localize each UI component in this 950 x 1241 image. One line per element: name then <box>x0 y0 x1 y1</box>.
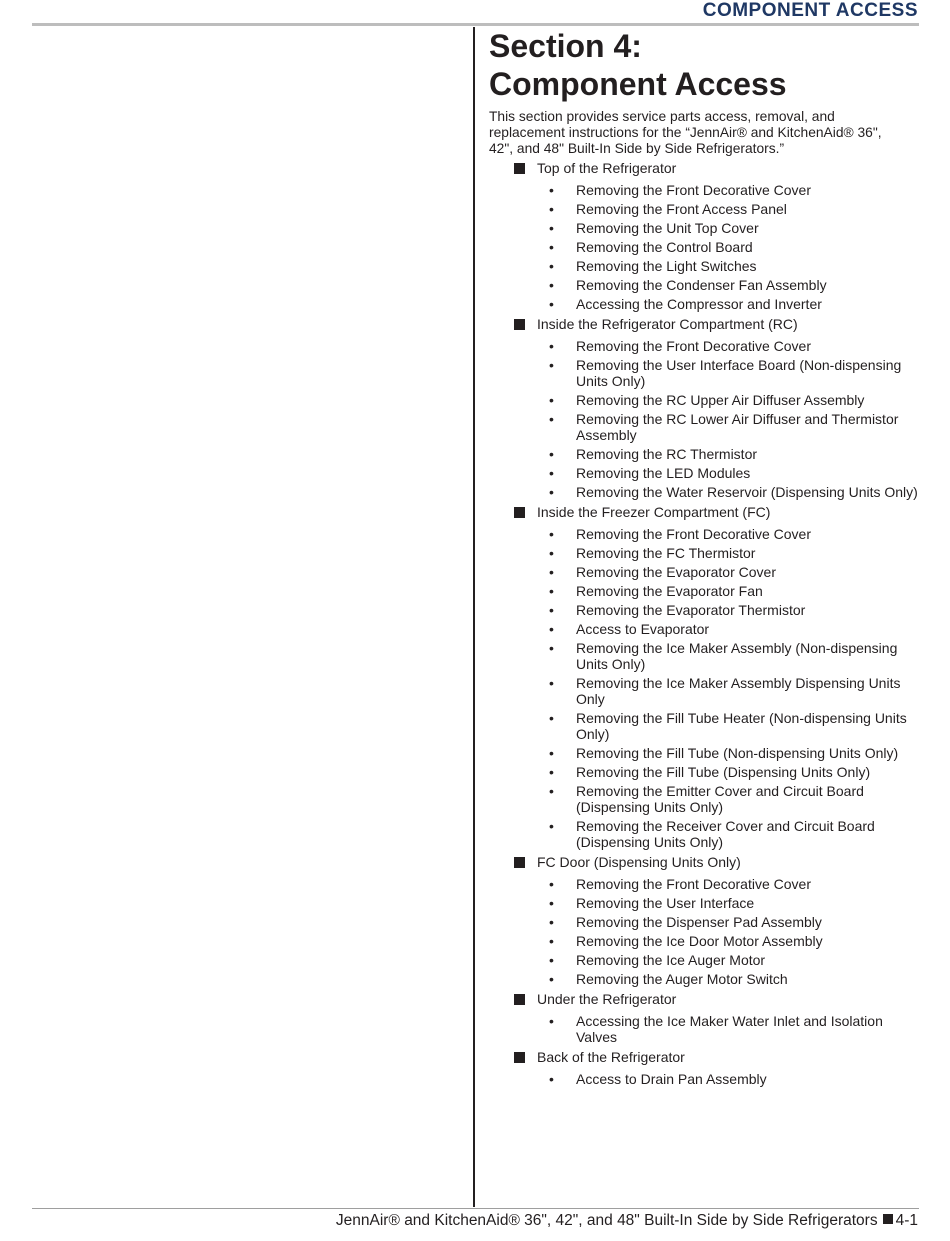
list-item <box>537 545 921 561</box>
bullet-icon: • <box>549 526 554 542</box>
bullet-icon: • <box>549 914 554 930</box>
list-item <box>537 764 921 780</box>
topic-group-label: Inside the Refrigerator Compartment (RC) <box>537 316 798 332</box>
footer <box>336 1211 918 1231</box>
bullet-icon: • <box>549 392 554 408</box>
topic-group <box>489 159 921 312</box>
footer-title: JennAir® and KitchenAid® 36", 42", and 48" Built-In Side by Side Refrigerators <box>335 1212 878 1229</box>
list-item <box>537 446 921 462</box>
square-bullet-icon <box>514 857 525 868</box>
bullet-icon: • <box>549 876 554 892</box>
section-title-line2: Component Access <box>489 66 787 102</box>
bullet-icon: • <box>549 357 554 373</box>
bullet-icon: • <box>549 783 554 799</box>
list-item <box>537 411 921 443</box>
list-item-text: Removing the Dispenser Pad Assembly <box>576 914 822 930</box>
list-item-text: Removing the Fill Tube (Non-dispensing Units Only) <box>576 745 899 761</box>
list-item-text: Accessing the Compressor and Inverter <box>576 296 822 312</box>
topic-group-label: Under the Refrigerator <box>537 991 677 1007</box>
bullet-icon: • <box>549 583 554 599</box>
list-item-text: Removing the Evaporator Fan <box>576 583 763 599</box>
column-divider <box>473 27 475 1207</box>
list-item-text: Removing the Ice Maker Assembly (Non-dispensing Units Only) <box>576 640 898 672</box>
list-item-text: Removing the Water Reservoir (Dispensing Units Only) <box>576 484 918 500</box>
list-item-text: Removing the Auger Motor Switch <box>576 971 788 987</box>
list-item <box>537 564 921 580</box>
list-item-text: Removing the Receiver Cover and Circuit Board (Dispensing Units Only) <box>576 818 875 850</box>
main-content <box>489 27 921 1090</box>
list-item-text: Accessing the Ice Maker Water Inlet and Isolation Valves <box>576 1013 883 1045</box>
list-item <box>537 220 921 236</box>
list-item-text: Removing the Light Switches <box>576 258 757 274</box>
list-item <box>537 971 921 987</box>
list-item <box>537 182 921 198</box>
list-item <box>537 818 921 850</box>
bullet-icon: • <box>549 411 554 427</box>
topic-subitem-list <box>537 1071 921 1087</box>
topic-group <box>489 853 921 987</box>
section-title <box>489 27 921 103</box>
list-item <box>537 392 921 408</box>
list-item <box>537 710 921 742</box>
list-item-text: Removing the Ice Auger Motor <box>576 952 766 968</box>
bullet-icon: • <box>549 1013 554 1029</box>
section-title-line1: Section 4: <box>489 28 642 64</box>
list-item <box>537 296 921 312</box>
topic-group-label: FC Door (Dispensing Units Only) <box>537 854 741 870</box>
list-item <box>537 895 921 911</box>
list-item <box>537 952 921 968</box>
list-item-text: Removing the User Interface <box>576 895 755 911</box>
list-item-text: Removing the Ice Maker Assembly Dispensing Units Only <box>576 675 901 707</box>
list-item <box>537 675 921 707</box>
bullet-icon: • <box>549 745 554 761</box>
square-bullet-icon <box>514 319 525 330</box>
list-item <box>537 258 921 274</box>
topic-group-label: Back of the Refrigerator <box>537 1049 685 1065</box>
list-item-text: Removing the LED Modules <box>576 465 751 481</box>
section-intro: This section provides service parts access, removal, and replacement instructions for the “JennAir® and KitchenAid® 36", 42", and 48" Built-In Side by Side Refrigerators.” <box>489 109 882 156</box>
topic-group <box>489 315 921 500</box>
bullet-icon: • <box>549 277 554 293</box>
bullet-icon: • <box>549 296 554 312</box>
topic-subitem-list <box>537 526 921 850</box>
list-item-text: Removing the RC Upper Air Diffuser Assembly <box>576 392 865 408</box>
bullet-icon: • <box>549 484 554 500</box>
bullet-icon: • <box>549 933 554 949</box>
bullet-icon: • <box>549 220 554 236</box>
square-bullet-icon <box>514 994 525 1005</box>
bullet-icon: • <box>549 201 554 217</box>
list-item-text: Removing the Evaporator Cover <box>576 564 776 580</box>
bullet-icon: • <box>549 446 554 462</box>
list-item <box>537 876 921 892</box>
bullet-icon: • <box>549 258 554 274</box>
footer-rule <box>32 1208 919 1209</box>
list-item-text: Removing the Unit Top Cover <box>576 220 759 236</box>
square-bullet-icon <box>514 163 525 174</box>
bullet-icon: • <box>549 564 554 580</box>
list-item <box>537 914 921 930</box>
bullet-icon: • <box>549 545 554 561</box>
bullet-icon: • <box>549 602 554 618</box>
list-item <box>537 357 921 389</box>
list-item <box>537 1013 921 1045</box>
list-item-text: Removing the FC Thermistor <box>576 545 756 561</box>
list-item <box>537 338 921 354</box>
bullet-icon: • <box>549 952 554 968</box>
header-rule <box>32 23 919 26</box>
topic-subitem-list <box>537 182 921 312</box>
list-item <box>537 465 921 481</box>
list-item <box>537 526 921 542</box>
topic-group-label: Top of the Refrigerator <box>537 160 677 176</box>
topic-group <box>489 503 921 850</box>
topic-group <box>489 1048 921 1087</box>
list-item-text: Removing the Fill Tube (Dispensing Units Only) <box>576 764 871 780</box>
bullet-icon: • <box>549 182 554 198</box>
list-item-text: Removing the Front Decorative Cover <box>576 876 811 892</box>
list-item-text: Removing the RC Thermistor <box>576 446 758 462</box>
bullet-icon: • <box>549 895 554 911</box>
bullet-icon: • <box>549 621 554 637</box>
square-bullet-icon <box>514 507 525 518</box>
bullet-icon: • <box>549 239 554 255</box>
square-bullet-icon <box>883 1214 893 1224</box>
list-item <box>537 277 921 293</box>
topic-subitem-list <box>537 338 921 500</box>
bullet-icon: • <box>549 710 554 726</box>
list-item-text: Removing the RC Lower Air Diffuser and Thermistor Assembly <box>576 411 899 443</box>
list-item <box>537 783 921 815</box>
topic-subitem-list <box>537 1013 921 1045</box>
bullet-icon: • <box>549 971 554 987</box>
list-item-text: Access to Evaporator <box>576 621 710 637</box>
list-item-text: Removing the Front Decorative Cover <box>576 526 811 542</box>
list-item <box>537 745 921 761</box>
topic-list <box>489 159 921 1087</box>
list-item <box>537 621 921 637</box>
list-item-text: Removing the User Interface Board (Non-dispensing Units Only) <box>576 357 902 389</box>
list-item <box>537 583 921 599</box>
bullet-icon: • <box>549 764 554 780</box>
list-item-text: Removing the Emitter Cover and Circuit Board (Dispensing Units Only) <box>576 783 864 815</box>
list-item-text: Removing the Condenser Fan Assembly <box>576 277 827 293</box>
list-item <box>537 239 921 255</box>
bullet-icon: • <box>549 338 554 354</box>
list-item-text: Removing the Front Decorative Cover <box>576 182 811 198</box>
list-item <box>537 1071 921 1087</box>
list-item-text: Access to Drain Pan Assembly <box>576 1071 767 1087</box>
topic-group-label: Inside the Freezer Compartment (FC) <box>537 504 771 520</box>
list-item <box>537 640 921 672</box>
list-item <box>537 484 921 500</box>
list-item <box>537 933 921 949</box>
topic-group <box>489 990 921 1045</box>
list-item-text: Removing the Evaporator Thermistor <box>576 602 806 618</box>
bullet-icon: • <box>549 640 554 656</box>
list-item-text: Removing the Front Decorative Cover <box>576 338 811 354</box>
page-number: 4-1 <box>895 1212 918 1229</box>
running-header-title: COMPONENT ACCESS <box>702 0 918 21</box>
square-bullet-icon <box>514 1052 525 1063</box>
list-item-text: Removing the Fill Tube Heater (Non-dispensing Units Only) <box>576 710 907 742</box>
bullet-icon: • <box>549 818 554 834</box>
list-item-text: Removing the Ice Door Motor Assembly <box>576 933 823 949</box>
list-item <box>537 602 921 618</box>
list-item-text: Removing the Control Board <box>576 239 753 255</box>
bullet-icon: • <box>549 675 554 691</box>
list-item <box>537 201 921 217</box>
list-item-text: Removing the Front Access Panel <box>576 201 787 217</box>
bullet-icon: • <box>549 465 554 481</box>
bullet-icon: • <box>549 1071 554 1087</box>
topic-subitem-list <box>537 876 921 987</box>
